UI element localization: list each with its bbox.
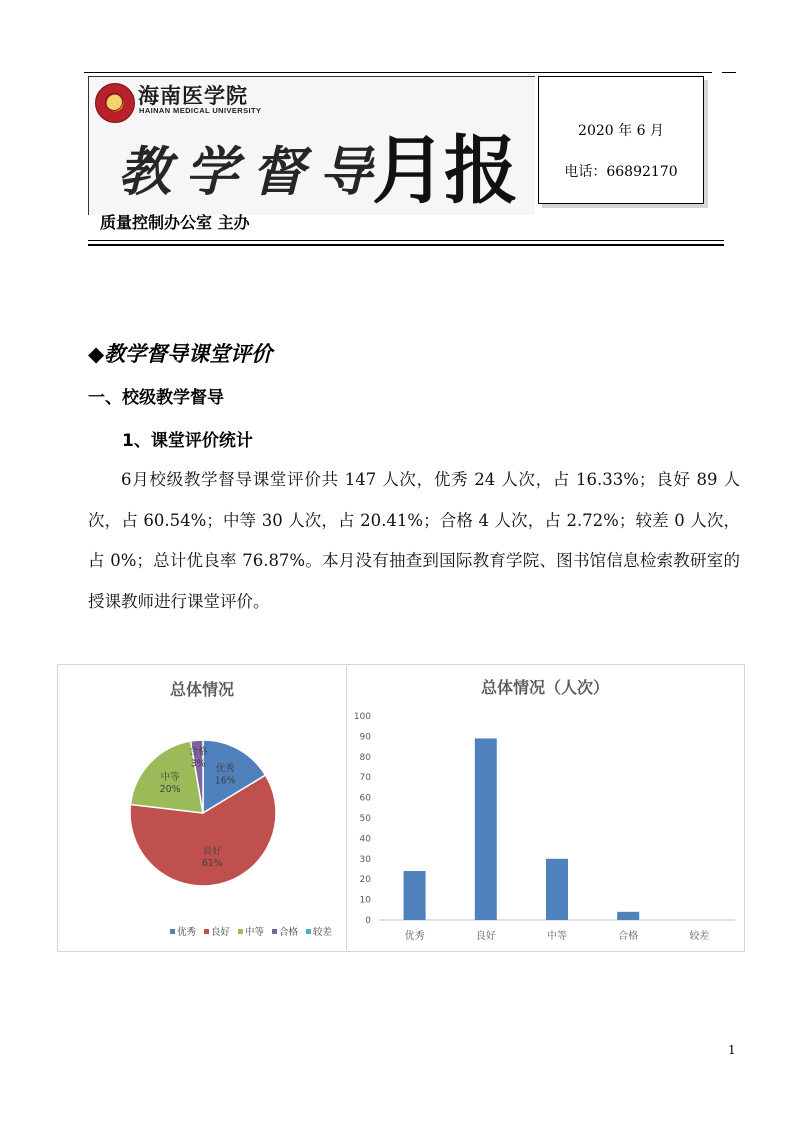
bar-4	[617, 912, 639, 920]
y-tick-label: 0	[365, 916, 371, 926]
page-number: 1	[728, 1043, 736, 1057]
school-name-en: HAINAN MEDICAL UNIVERSITY	[139, 106, 262, 115]
issue-info-box	[538, 76, 704, 204]
legend-entry: 中等	[245, 927, 265, 938]
sponsor-line: 质量控制办公室 主办	[100, 213, 250, 232]
legend-entry: 良好	[211, 927, 231, 938]
y-tick-label: 90	[359, 732, 371, 743]
pie-label-percent: 61%	[201, 857, 223, 869]
x-category-label: 良好	[475, 931, 496, 942]
bar-2	[475, 738, 497, 920]
pie-label-category: 合格	[188, 746, 208, 758]
y-tick-label: 60	[359, 793, 371, 804]
legend-entry: 较差	[313, 927, 333, 938]
pie-label-percent: 20%	[159, 783, 181, 795]
pie-label-category: 中等	[160, 771, 180, 783]
y-tick-label: 100	[353, 712, 371, 722]
pie-chart	[58, 665, 346, 951]
legend-swatch	[204, 929, 209, 934]
top-rule	[84, 72, 712, 73]
y-tick-label: 30	[359, 854, 371, 865]
masthead-title: 教学督导	[118, 141, 386, 203]
issue-date: 2020 年 6 月	[578, 123, 664, 139]
pie-label-percent: 16%	[214, 775, 236, 787]
legend-entry: 优秀	[177, 927, 197, 938]
bar-1	[404, 871, 426, 920]
pie-label-percent: 3%	[190, 758, 206, 770]
pie-label-category: 优秀	[215, 763, 235, 775]
heading-level-2: 1、课堂评价统计	[122, 431, 253, 451]
heading-level-1: 一、校级教学督导	[88, 388, 224, 408]
bar-chart-title: 总体情况（人次）	[480, 678, 610, 697]
legend-swatch	[170, 929, 175, 934]
y-tick-label: 40	[359, 834, 371, 845]
legend-swatch	[272, 929, 277, 934]
x-category-label: 较差	[689, 931, 710, 942]
masthead-rule-thick	[88, 244, 724, 246]
masthead-title-emphasis: 月报	[372, 128, 516, 214]
pie-label-category: 良好	[202, 845, 222, 857]
bar-chart	[347, 665, 744, 951]
masthead-rule-thin	[88, 240, 724, 241]
pie-chart-title: 总体情况	[169, 680, 235, 699]
y-tick-label: 20	[359, 875, 371, 886]
legend-entry: 合格	[279, 927, 299, 938]
x-category-label: 中等	[547, 931, 567, 942]
x-category-label: 优秀	[404, 931, 425, 942]
top-rule-tail	[722, 72, 736, 73]
section-heading: ◆教学督导课堂评价	[88, 341, 273, 366]
y-tick-label: 70	[359, 773, 371, 784]
school-seal-inner	[105, 93, 123, 111]
school-name: 海南医学院	[138, 83, 248, 108]
y-tick-label: 10	[359, 895, 371, 906]
y-tick-label: 50	[359, 814, 371, 824]
y-tick-label: 80	[359, 752, 371, 763]
statistics-paragraph: 6月校级教学督导课堂评价共 147 人次，优秀 24 人次，占 16.33%；良好 89 人次，占 60.54%；中等 30 人次，占 20.41%；合格 4 人次，占 2.72%；较差 0 人次，占 0%；总计优良率 76.87%。本月没有抽查到国际教育学院、图书馆信息检索教研室的授课教师进行课堂评价。	[88, 470, 740, 611]
legend-swatch	[306, 929, 311, 934]
bar-3	[546, 859, 568, 920]
legend-swatch	[238, 929, 243, 934]
contact-phone: 电话：66892170	[564, 164, 678, 180]
x-category-label: 合格	[618, 931, 639, 942]
